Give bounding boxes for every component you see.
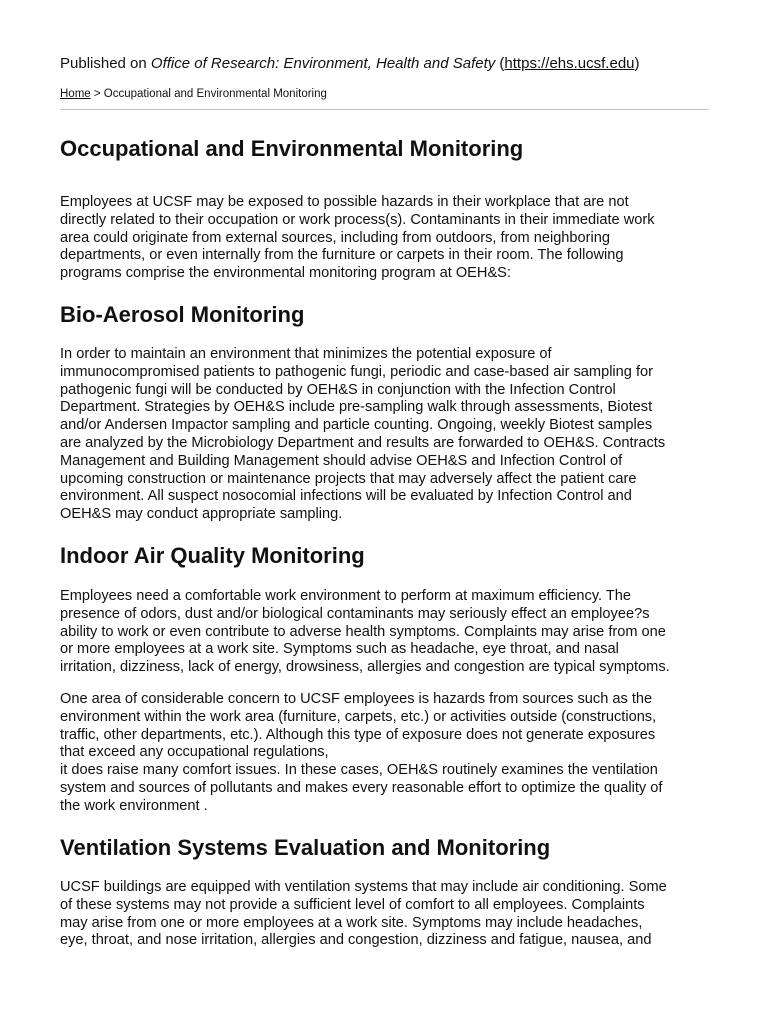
bio-aerosol-line: Department. Strategies by OEH&S include pre-sampling walk through assessments, Biotest	[60, 399, 653, 416]
intro-line: programs comprise the environmental monitoring program at OEH&S:	[60, 265, 511, 282]
bio-aerosol-line: environment. All suspect nosocomial infections will be evaluated by Infection Control and	[60, 488, 632, 505]
ventilation-line: UCSF buildings are equipped with ventilation systems that may include air conditioning. Some	[60, 879, 667, 895]
bio-aerosol-line: OEH&S may conduct appropriate sampling.	[60, 506, 343, 523]
indoor-air-line: Employees need a comfortable work environment to perform at maximum efficiency. The	[60, 588, 632, 604]
indoor-air-line: or more employees at a work site. Symptoms such as headache, eye throat, and nasal	[60, 641, 619, 658]
published-prefix: Published on	[60, 55, 151, 72]
bio-aerosol-line: and/or Andersen Impactor sampling and particle counting. Ongoing, weekly Biotest samples	[60, 417, 653, 434]
indoor-air-line: presence of odors, dust and/or biological contaminants may seriously effect an employee?s	[60, 605, 650, 622]
bio-aerosol-line: immunocompromised patients to pathogenic fungi, periodic and case-based air sampling for	[60, 363, 653, 380]
url-open: (	[495, 55, 505, 72]
intro-line: directly related to their occupation or work process(s). Contaminants in their immediate work	[60, 211, 655, 228]
published-on-line	[60, 55, 640, 72]
bio-aerosol-paragraph	[60, 346, 712, 524]
bio-aerosol-line: are analyzed by the Microbiology Department and results are forwarded to OEH&S. Contracts	[60, 434, 666, 451]
intro-line: area could originate from external sources, including from outdoors, from neighboring	[60, 229, 610, 246]
indoor-air-line: environment within the work area (furniture, carpets, etc.) or activities outside (constructions,	[60, 708, 657, 725]
indoor-air-line: the work environment .	[60, 797, 208, 814]
heading-indoor-air-quality: Indoor Air Quality Monitoring	[60, 543, 365, 568]
header-divider	[60, 109, 709, 110]
page-title: Occupational and Environmental Monitoring	[60, 136, 524, 161]
indoor-air-line: traffic, other departments, etc.). Although this type of exposure does not generate exposures	[60, 726, 656, 743]
breadcrumb-current: Occupational and Environmental Monitoring	[103, 88, 327, 100]
heading-bio-aerosol: Bio-Aerosol Monitoring	[60, 302, 305, 327]
intro-line: departments, or even internally from the furniture or carpets in their room. The following	[60, 247, 624, 264]
breadcrumb-home-link[interactable]: Home	[60, 88, 91, 100]
bio-aerosol-line: pathogenic fungi will be conducted by OEH&S in conjunction with the Infection Control	[60, 381, 616, 398]
indoor-air-paragraph-1	[60, 588, 712, 677]
intro-line: Employees at UCSF may be exposed to possible hazards in their workplace that are not	[60, 194, 629, 210]
breadcrumb	[60, 88, 327, 100]
ventilation-line: may arise from one or more employees at a work site. Symptoms may include headaches,	[60, 914, 643, 931]
indoor-air-line: system and sources of pollutants and makes every reasonable effort to optimize the quality of	[60, 779, 663, 796]
indoor-air-line: it does raise many comfort issues. In these cases, OEH&S routinely examines the ventilation	[60, 762, 658, 779]
site-url-link[interactable]: https://ehs.ucsf.edu	[504, 55, 635, 72]
indoor-air-line: irritation, dizziness, lack of energy, drowsiness, allergies and congestion are typical symptoms.	[60, 659, 670, 676]
indoor-air-line: One area of considerable concern to UCSF employees is hazards from sources such as the	[60, 691, 653, 707]
heading-ventilation-systems: Ventilation Systems Evaluation and Monitoring	[60, 835, 551, 860]
indoor-air-paragraph-2	[60, 691, 712, 816]
bio-aerosol-line: Management and Building Management should advise OEH&S and Infection Control of	[60, 452, 623, 469]
ventilation-line: of these systems may not provide a sufficient level of comfort to all employees. Complaints	[60, 896, 645, 913]
bio-aerosol-line: upcoming construction or maintenance projects that may adversely affect the patient care	[60, 470, 637, 487]
ventilation-paragraph	[60, 879, 712, 950]
indoor-air-line: ability to work or even contribute to adverse health symptoms. Complaints may arise from one	[60, 623, 666, 640]
indoor-air-line: that exceed any occupational regulations,	[60, 744, 329, 761]
intro-paragraph	[60, 194, 712, 283]
breadcrumb-separator: >	[90, 88, 104, 100]
ventilation-line: eye, throat, and nose irritation, allergies and congestion, dizziness and fatigue, nausea, and	[60, 932, 652, 949]
bio-aerosol-line: In order to maintain an environment that minimizes the potential exposure of	[60, 346, 552, 362]
url-close: )	[634, 55, 640, 72]
site-name: Office of Research: Environment, Health and Safety	[150, 55, 496, 72]
